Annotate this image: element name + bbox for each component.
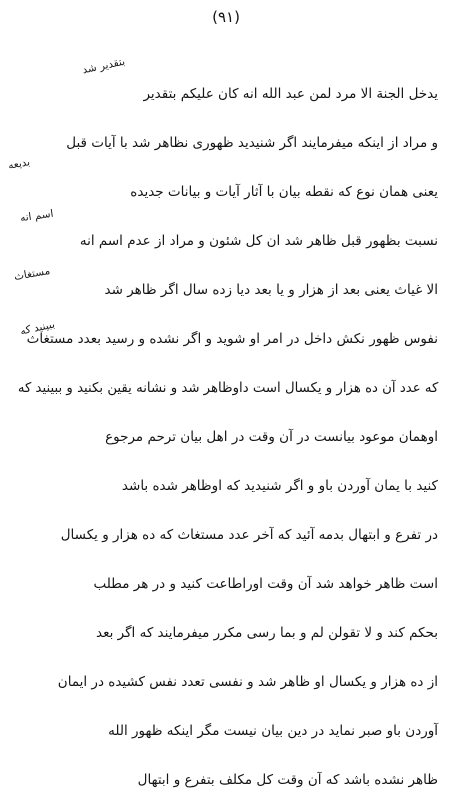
line-text: در تفرع و ابتهال بدمه آئید که آخر عدد مستغاث که ده هزار و یکسال <box>60 526 438 543</box>
text-block <box>14 60 438 795</box>
page-number: (۹۱) <box>212 8 240 26</box>
marginal-note: بدیعه <box>7 156 31 172</box>
marginal-note: مستغاث <box>13 264 52 284</box>
text-line <box>14 550 438 599</box>
text-line <box>14 158 438 207</box>
marginal-note: بتقدیر شد <box>81 55 127 77</box>
line-text: یعنی همان نوع که نقطه بیان با آثار آیات و بیانات جدیده <box>130 183 438 200</box>
line-text: است ظاهر خواهد شد آن وقت اوراطاعت کنید و در هر مطلب <box>93 575 438 592</box>
text-line <box>14 354 438 403</box>
line-text: بحکم کند و لا تقولن لم و بما رسی مکرر میفرمایند که اگر بعد <box>96 624 438 641</box>
text-line <box>14 452 438 501</box>
marginal-note: ببینید که <box>19 318 56 338</box>
text-line <box>14 501 438 550</box>
text-line <box>14 599 438 648</box>
text-line <box>14 648 438 697</box>
line-text: نسبت بظهور قبل ظاهر شد ان کل شئون و مراد از عدم اسم انه <box>79 232 438 249</box>
text-line <box>14 403 438 452</box>
line-text: کنید با یمان آوردن باو و اگر شنیدید که اوظاهر شده باشد <box>121 477 438 494</box>
text-line <box>14 305 438 354</box>
text-line <box>14 746 438 795</box>
line-text: و مراد از اینکه میفرمایند اگر شنیدید ظهوری نظاهر شد با آیات قبل <box>66 134 438 151</box>
text-line <box>14 109 438 158</box>
text-line <box>14 207 438 256</box>
text-line <box>14 60 438 109</box>
line-text: آوردن باو صبر نماید در دین بیان نیست مگر اینکه ظهور الله <box>108 722 438 739</box>
line-text: نفوس ظهور نکش داخل در امر او شوید و اگر نشده و رسید بعدد مستغاث <box>26 330 438 347</box>
text-line <box>14 256 438 305</box>
line-text: یدخل الجنة الا مرد لمن عبد الله انه کان علیکم بتقدیر <box>143 85 438 102</box>
line-text: که عدد آن ده هزار و یکسال است داوظاهر شد و نشانه یقین بکنید و ببینید که <box>17 379 438 396</box>
line-text: ظاهر نشده باشد که آن وقت کل مکلف بتفرع و ابتهال <box>137 771 438 788</box>
marginal-note: اسم انه <box>19 207 55 225</box>
line-text: الا غیاث یعنی بعد از هزار و یا بعد دیا زده سال اگر ظاهر شد <box>104 281 438 298</box>
line-text: اوهمان موعود بیانست در آن وقت در اهل بیان ترحم مرجوع <box>105 428 438 445</box>
line-text: از ده هزار و یکسال او ظاهر شد و نفسی تعدد نفس کشیده در ایمان <box>57 673 438 690</box>
text-line <box>14 697 438 746</box>
